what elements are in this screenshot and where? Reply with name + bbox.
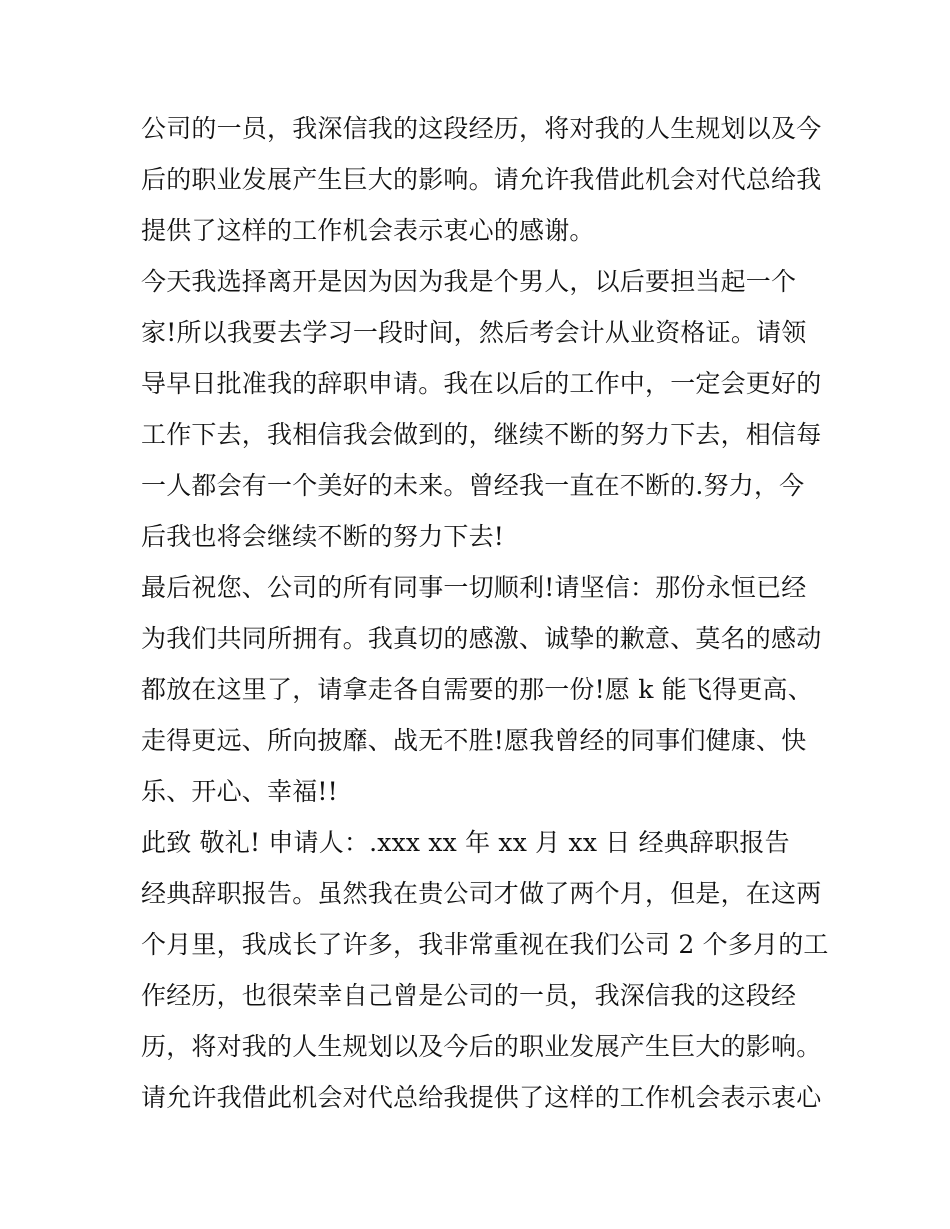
text-line: 都放在这里了，请拿走各自需要的那一份!愿 k 能飞得更高、 <box>141 675 813 704</box>
text-line: 后的职业发展产生巨大的影响。请允许我借此机会对代总给我 <box>141 165 822 194</box>
text-line: 最后祝您、公司的所有同事一切顺利!请坚信：那份永恒已经 <box>141 573 807 602</box>
text-line: 走得更远、所向披靡、战无不胜!愿我曾经的同事们健康、快 <box>141 726 807 755</box>
text-line: 乐、开心、幸福!! <box>141 777 338 806</box>
text-line: 家!所以我要去学习一段时间，然后考会计从业资格证。请领 <box>141 318 807 347</box>
text-line: 今天我选择离开是因为因为我是个男人，以后要担当起一个 <box>141 267 797 296</box>
text-line: 历，将对我的人生规划以及今后的职业发展产生巨大的影响。 <box>141 1032 822 1061</box>
text-line: 导早日批准我的辞职申请。我在以后的工作中，一定会更好的 <box>141 369 822 398</box>
text-line: 公司的一员，我深信我的这段经历，将对我的人生规划以及今 <box>141 114 822 143</box>
text-line: 此致 敬礼! 申请人：.xxx xx 年 xx 月 xx 日 经典辞职报告 <box>141 828 790 857</box>
text-line: 请允许我借此机会对代总给我提供了这样的工作机会表示衷心 <box>141 1083 822 1112</box>
text-line: 经典辞职报告。虽然我在贵公司才做了两个月，但是，在这两 <box>141 879 822 908</box>
text-line: 个月里，我成长了许多，我非常重视在我们公司 2 个多月的工 <box>141 930 829 959</box>
text-line: 作经历，也很荣幸自己曾是公司的一员，我深信我的这段经 <box>141 981 797 1010</box>
text-line: 工作下去，我相信我会做到的，继续不断的努力下去，相信每 <box>141 420 822 449</box>
text-line: 提供了这样的工作机会表示衷心的感谢。 <box>141 216 595 245</box>
text-line: 一人都会有一个美好的未来。曾经我一直在不断的.努力，今 <box>141 471 805 500</box>
text-line: 后我也将会继续不断的努力下去! <box>141 522 505 551</box>
text-line: 为我们共同所拥有。我真切的感激、诚挚的歉意、莫名的感动 <box>141 624 822 653</box>
